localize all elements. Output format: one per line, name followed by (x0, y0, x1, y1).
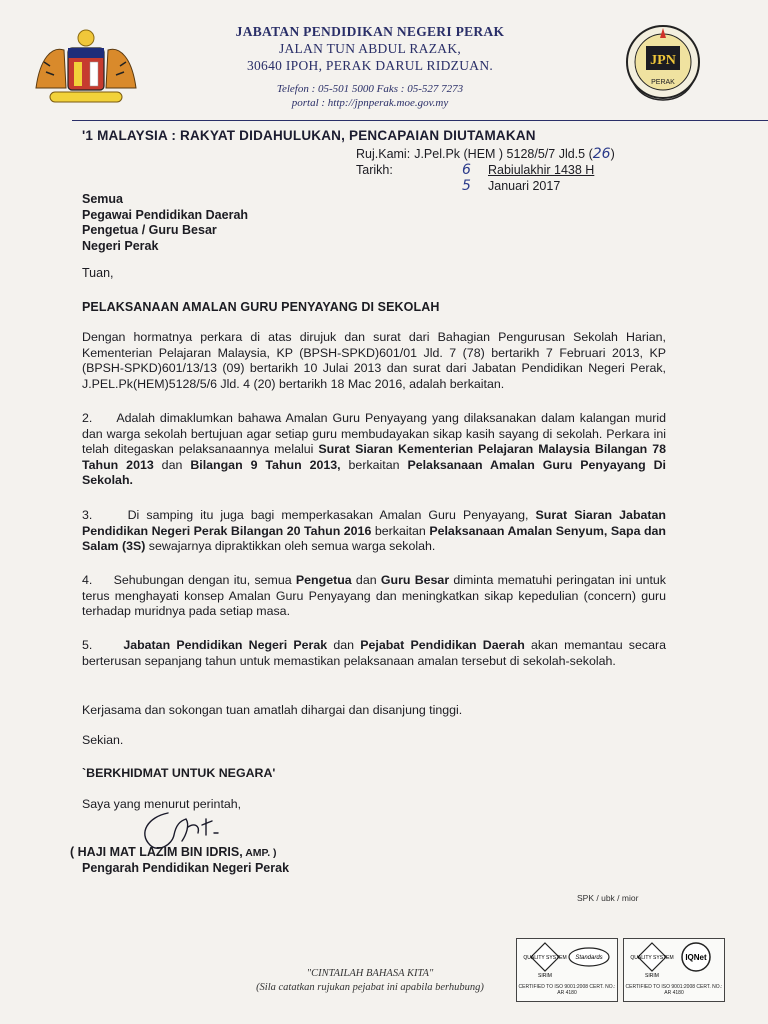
hijri-date: Rabiulakhir 1438 H (488, 163, 595, 177)
iso-cert-badge-2 (623, 938, 725, 1002)
closing-sekian: Sekian. (82, 733, 124, 747)
paragraph-3: 3. Di samping itu juga bagi memperkasakan Amalan Guru Penyayang, Surat Siaran Jabatan Pendidikan Negeri Perak Bilangan 20 Tahun 2016 berkaitan Pelaksanaan Amalan Senyum, Sapa dan Salam (3S) sewajarnya dipraktikkan oleh semua warga sekolah. (82, 508, 666, 554)
paragraph-5: 5. Jabatan Pendidikan Negeri Perak dan Pejabat Pendidikan Daerah akan memantau secara berterusan sepanjang tahun untuk memastikan pelaksanaan amalan tersebut di sekolah-sekolah. (82, 638, 666, 668)
svg-text:QUALITY SYSTEM: QUALITY SYSTEM (523, 955, 567, 961)
jpn-perak-logo (620, 22, 706, 104)
salutation: Tuan, (82, 266, 114, 280)
coat-of-arms-logo (30, 28, 142, 108)
closing-slogan: `BERKHIDMAT UNTUK NEGARA' (82, 766, 276, 780)
greg-date: Januari 2017 (488, 179, 561, 193)
footer-note: (Sila catatkan rujukan pejabat ini apabila berhubung) (256, 982, 484, 993)
hijri-day-handwritten: 6 (462, 162, 471, 178)
iqnet-icon (624, 939, 724, 979)
svg-text:QUALITY SYSTEM: QUALITY SYSTEM (630, 955, 674, 961)
reference-ruj-row (356, 146, 615, 162)
letterhead-address-line2: 30640 IPOH, PERAK DARUL RIDZUAN. (246, 58, 494, 73)
reference-greg-row (356, 178, 615, 194)
reference-block (356, 146, 615, 194)
signatory-position: Pengarah Pendidikan Negeri Perak (82, 861, 290, 875)
motto: '1 MALAYSIA : RAKYAT DIDAHULUKAN, PENCAPAIAN DIUTAMAKAN (82, 128, 536, 143)
closing-yours: Saya yang menurut perintah, (82, 797, 242, 811)
recipient-line: Negeri Perak (82, 238, 159, 253)
ruj-close: ) (610, 147, 615, 161)
letterhead-org-name: JABATAN PENDIDIKAN NEGERI PERAK (235, 24, 505, 39)
paragraph-2: 2. Adalah dimaklumkan bahawa Amalan Guru Penyayang yang dilaksanakan dalam kalangan murid dan warga sekolah bertujuan agar setiap guru membudayakan sikap kasih sayang di sekolah. Perkara ini telah ditegaskan pelaksanaannya melalui Surat Siaran Kementerian Pelajaran Malaysia Bilangan 78 Tahun 2013 dan Bilangan 9 Tahun 2013, berkaitan Pelaksanaan Amalan Guru Penyayang Di Sekolah. (82, 411, 666, 488)
paragraph-4: 4. Sehubungan dengan itu, semua Pengetua dan Guru Besar diminta mematuhi peringatan ini untuk terus menghayati konsep Amalan Guru Penyayang dan meningkatkan sikap kepedulian (concern) guru terhadap muridnya pada setiap masa. (82, 573, 667, 619)
letter-title: PELAKSANAAN AMALAN GURU PENYAYANG DI SEKOLAH (82, 300, 440, 314)
greg-day-handwritten: 5 (462, 178, 471, 194)
jpn-logo-label: PERAK (651, 79, 675, 86)
tarikh-label: Tarikh: (356, 163, 393, 177)
recipient-line: Pengetua / Guru Besar (82, 223, 217, 237)
letterhead-contact (205, 82, 535, 110)
paragraph-1: Dengan hormatnya perkara di atas dirujuk dan surat dari Bahagian Pengurusan Sekolah Harian, Kementerian Pelajaran Malaysia, KP (BPSH-SPKD)601/01 Jld. 7 (78) bertarikh 7 Februari 2013, KP (BPSH-SPKD)601/13/13 (09) bertarikh 10 Julai 2013 dan surat dari Jabatan Pendidikan Negeri Perak, J.PEL.Pk(HEM)5128/5/6 Jld. 4 (20) bertarikh 18 Mac 2016, adalah berkaitan. (82, 330, 666, 391)
ruj-label: Ruj.Kami: (356, 147, 411, 161)
ruj-value: J.Pel.Pk (HEM ) 5128/5/7 Jld.5 ( (414, 147, 593, 161)
letterhead-phone-fax: Telefon : 05-501 5000 Faks : 05-527 7273 (276, 83, 464, 95)
closing-thanks: Kerjasama dan sokongan tuan amatlah dihargai dan disanjung tinggi. (82, 703, 463, 717)
file-initials: SPK / ubk / mior (577, 893, 639, 903)
letterhead-divider (72, 120, 768, 121)
recipient-line: Semua (82, 192, 123, 206)
letterhead-address-line1: JALAN TUN ABDUL RAZAK, (278, 41, 462, 56)
svg-text:SIRIM: SIRIM (538, 973, 552, 979)
letterhead-portal: portal : http://jpnperak.moe.gov.my (291, 97, 449, 109)
svg-text:Standards: Standards (575, 955, 603, 961)
cert-text-1: CERTIFIED TO ISO 9001:2008 CERT. NO.: AR 4180 (518, 984, 616, 996)
recipients-block (82, 192, 248, 254)
footer-slogan: "CINTAILAH BAHASA KITA" (306, 968, 434, 979)
signatory-name: ( HAJI MAT LAZIM BIN IDRIS, AMP. ) (70, 845, 277, 859)
ruj-handwritten-number: 26 (592, 146, 611, 162)
recipient-line: Pegawai Pendidikan Daerah (82, 207, 249, 222)
svg-text:IQNet: IQNet (685, 953, 707, 962)
reference-tarikh-row (356, 162, 615, 178)
svg-text:SIRIM: SIRIM (645, 973, 659, 979)
jpn-logo-mark: JPN (650, 53, 676, 68)
cert-text-2: CERTIFIED TO ISO 9001:2008 CERT. NO.: AR 4180 (625, 984, 723, 996)
